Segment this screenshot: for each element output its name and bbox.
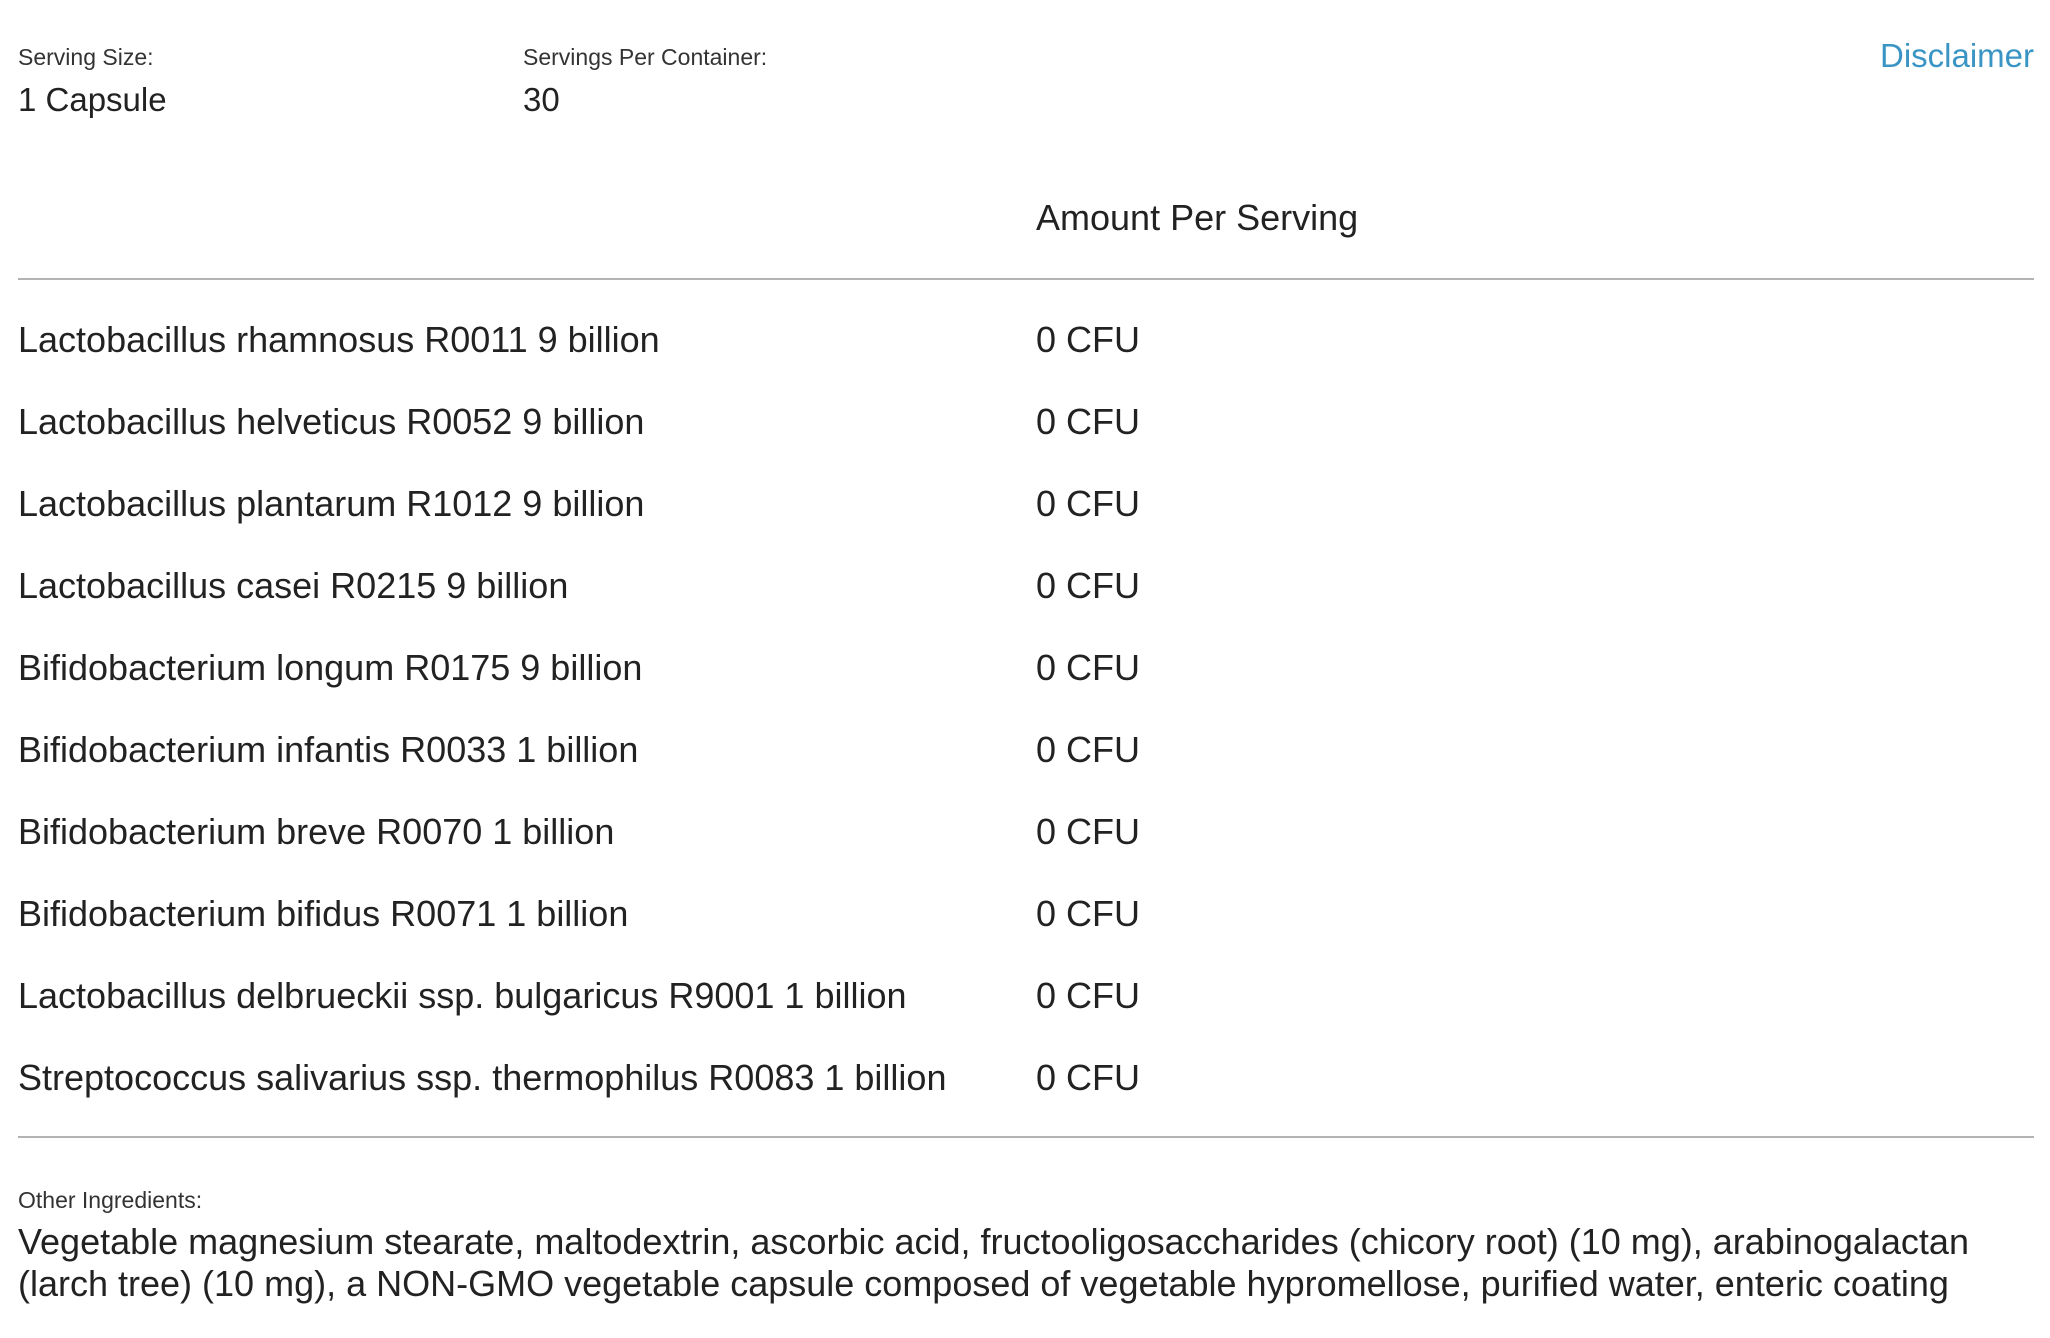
other-ingredients-label: Other Ingredients: [18,1187,203,1213]
ingredient-amount: 0 CFU [1036,483,1141,524]
ingredient-amount: 0 CFU [1036,729,1141,770]
ingredient-name: Lactobacillus plantarum R1012 9 billion [18,483,645,524]
serving-size-label: Serving Size: [18,44,154,70]
serving-size-value: 1 Capsule [18,81,167,118]
ingredient-name: Bifidobacterium longum R0175 9 billion [18,647,643,688]
table-row [18,480,2034,562]
table-row [18,890,2034,972]
table-bottom-divider [18,1136,2034,1138]
other-ingredients-text: Vegetable magnesium stearate, maltodextrin, ascorbic acid, fructooligosaccharides (chicory root) (10 mg), arabinogalactan (larch tree) (10 mg), a NON-GMO vegetable capsule composed of vegetable hypromellose, purified water, enteric coating [18,1221,1969,1304]
ingredient-amount: 0 CFU [1036,565,1141,606]
amount-per-serving-header: Amount Per Serving [1036,197,1359,238]
ingredient-name: Lactobacillus casei R0215 9 billion [18,565,569,606]
servings-per-container-value: 30 [523,81,560,118]
ingredient-amount: 0 CFU [1036,319,1141,360]
ingredient-amount: 0 CFU [1036,893,1141,934]
servings-per-container-block [523,42,767,120]
ingredient-amount: 0 CFU [1036,975,1141,1016]
ingredient-amount: 0 CFU [1036,647,1141,688]
ingredient-name: Bifidobacterium breve R0070 1 billion [18,811,615,852]
ingredient-name: Lactobacillus delbrueckii ssp. bulgaricus R9001 1 billion [18,975,907,1016]
ingredient-name: Lactobacillus rhamnosus R0011 9 billion [18,319,660,360]
table-row [18,1054,2034,1136]
ingredient-amount: 0 CFU [1036,1057,1141,1098]
table-row [18,562,2034,644]
ingredient-name: Bifidobacterium infantis R0033 1 billion [18,729,639,770]
table-row [18,398,2034,480]
ingredient-table [18,316,2034,1136]
table-top-divider [18,278,2034,280]
table-row [18,726,2034,808]
table-row [18,972,2034,1054]
disclaimer-link[interactable]: Disclaimer [1879,37,2034,74]
table-row [18,316,2034,398]
ingredient-name: Lactobacillus helveticus R0052 9 billion [18,401,645,442]
servings-per-container-label: Servings Per Container: [523,44,768,70]
table-row [18,808,2034,890]
serving-size-block [18,42,167,120]
supplement-facts-panel [18,0,2034,1338]
ingredient-name: Streptococcus salivarius ssp. thermophilus R0083 1 billion [18,1057,947,1098]
ingredient-amount: 0 CFU [1036,401,1141,442]
ingredient-name: Bifidobacterium bifidus R0071 1 billion [18,893,629,934]
table-row [18,644,2034,726]
ingredient-amount: 0 CFU [1036,811,1141,852]
